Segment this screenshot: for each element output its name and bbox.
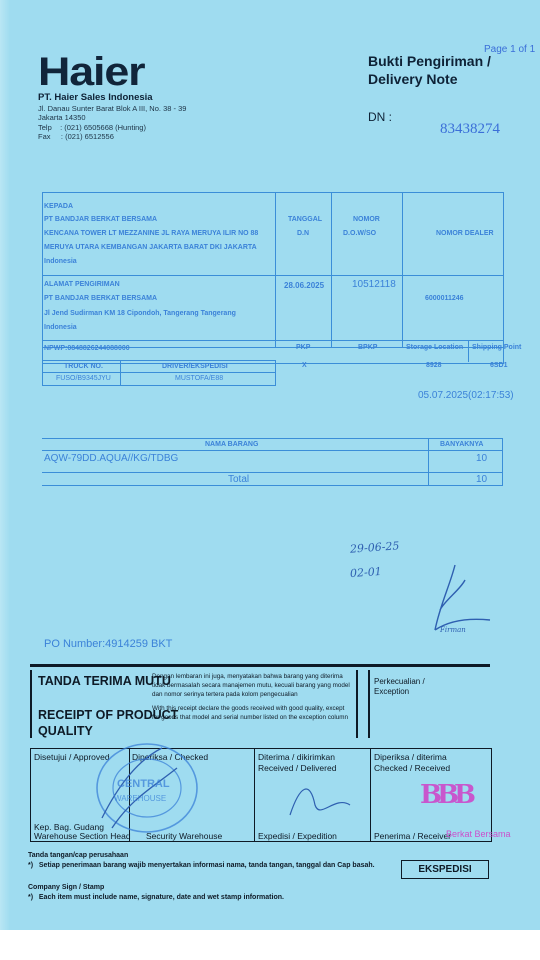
- dn-label: DN :: [368, 110, 392, 124]
- document-title-2: Delivery Note: [368, 71, 458, 87]
- recipient-name: PT BANDJAR BERKAT BERSAMA: [44, 216, 158, 223]
- so-number: 10512118: [352, 279, 396, 290]
- total-label: Total: [228, 474, 250, 485]
- expedition-label: Expedisi / Expedition: [258, 831, 337, 841]
- ship-country: Indonesia: [44, 324, 77, 331]
- page-bottom-margin: [0, 930, 540, 960]
- checked-label: Diperiksa / Checked: [132, 752, 209, 762]
- company-address-1: Jl. Danau Sunter Barat Blok A III, No. 38 - 39: [38, 104, 187, 113]
- receipt-title-en-2: QUALITY: [38, 724, 93, 738]
- receipt-text-id: Dengan lembaran ini juga, menyatakan bahwa barang yang diterima tidak bermasalah secara manajemen mutu, kecuali barang yang model dan nomor serinya tertera pada kolom pengecualian: [152, 673, 350, 698]
- dn-number: 83438274: [440, 121, 500, 137]
- recipient-address-2: MERUYA UTARA KEMBANGAN JAKARTA BARAT DKI JAKARTA: [44, 244, 257, 251]
- company-fax: Fax : (021) 6512556: [38, 132, 114, 141]
- nomor-value: D.O.W/SO: [343, 230, 377, 237]
- received-label-2: Checked / Received: [374, 763, 451, 773]
- kepada-label: KEPADA: [44, 203, 74, 210]
- npwp: NPWP:0848826244088000: [44, 345, 130, 352]
- copy-label-box: EKSPEDISI: [401, 860, 489, 879]
- delivered-label-2: Received / Delivered: [258, 763, 337, 773]
- receipt-top-rule: [30, 664, 490, 667]
- po-number: PO Number:4914259 BKT: [44, 638, 173, 650]
- document-title-1: Bukti Pengiriman /: [368, 53, 491, 69]
- stamp-word-1: CENTRAL: [117, 778, 170, 790]
- haier-logo: Haier: [38, 50, 145, 94]
- company-name: PT. Haier Sales Indonesia: [38, 92, 153, 103]
- receipt-title-id: TANDA TERIMA MUTU: [38, 674, 171, 688]
- recipient-address-1: KENCANA TOWER LT MEZZANINE JL RAYA MERUYA ILIR NO 88: [44, 230, 259, 237]
- page-indicator: Page 1 of 1: [484, 44, 536, 55]
- footer-note-1: Tanda tangan/cap perusahaan: [28, 852, 129, 859]
- ship-name: PT BANDJAR BERKAT BERSAMA: [44, 295, 158, 302]
- receiver-stamp-logo: BBB: [420, 780, 471, 810]
- driver-signature: [415, 560, 505, 650]
- truck-label: TRUCK NO.: [64, 363, 103, 370]
- shipping-label: Shipping Point: [472, 344, 522, 351]
- handwritten-date-2: 02-01: [349, 564, 383, 581]
- expedition-signature: [280, 775, 360, 825]
- approved-label: Disetujui / Approved: [34, 752, 110, 762]
- footer-note-3: Company Sign / Stamp: [28, 884, 105, 891]
- pkp-value: X: [302, 362, 307, 369]
- truck-value: FUSO/B9345JYU: [56, 375, 111, 382]
- company-phone: Telp : (021) 6505668 (Hunting): [38, 123, 146, 132]
- delivery-date: 28.06.2025: [284, 281, 325, 290]
- security-label: Security Warehouse: [146, 831, 223, 841]
- dealer-number: 6000011246: [425, 295, 464, 302]
- bpkp-label: BPKP: [358, 344, 378, 351]
- head-label-1: Kep. Bag. Gudang: [34, 822, 104, 832]
- stamp-word-2: WAREHOUSE: [114, 794, 167, 803]
- ship-label: ALAMAT PENGIRIMAN: [44, 281, 120, 288]
- print-timestamp: 05.07.2025(02:17:53): [418, 390, 514, 401]
- handwritten-date-1: 29-06-25: [349, 539, 400, 556]
- receipt-title-en: RECEIPT OF PRODUCT: [38, 708, 179, 722]
- item-row-qty: 10: [476, 453, 488, 464]
- signature-name: Firman: [440, 626, 466, 634]
- storage-value: 8928: [426, 362, 442, 369]
- receiver-stamp-text: Berkat Bersama: [446, 829, 511, 839]
- footer-note-2: *) Setiap penerimaan barang wajib menyertakan informasi nama, tanda tangan, tanggal dan Cap basah.: [28, 862, 375, 869]
- items-name-header: NAMA BARANG: [205, 441, 259, 448]
- ship-address: Jl Jend Sudirman KM 18 Cipondoh, Tangerang Tangerang: [44, 310, 236, 317]
- item-row-name: AQW-79DD.AQUA//KG/TDBG: [44, 453, 179, 464]
- company-address-2: Jakarta 14350: [38, 113, 86, 122]
- dealer-label: NOMOR DEALER: [436, 230, 494, 237]
- received-label-1: Diperiksa / diterima: [374, 752, 447, 762]
- delivered-label-1: Diterima / dikirimkan: [258, 752, 335, 762]
- items-qty-header: BANYAKNYA: [440, 441, 484, 448]
- exception-label: Perkecualian /: [374, 677, 425, 686]
- receiver-label: Penerima / Receiver: [374, 831, 452, 841]
- driver-value: MUSTOFA/E88: [175, 375, 224, 382]
- receipt-text-en: With this receipt declare the goods received with good quality, except for goods that model and serial number listed on the exception column: [152, 705, 349, 721]
- pkp-label: PKP: [296, 344, 311, 351]
- head-label-2: Warehouse Section Head: [34, 831, 131, 841]
- shipping-value: 6SD1: [490, 362, 508, 369]
- driver-label: DRIVER/EKSPEDISI: [162, 363, 228, 370]
- recipient-country: Indonesia: [44, 258, 77, 265]
- storage-label: Storage Location: [406, 344, 464, 351]
- footer-note-4: *) Each item must include name, signature, date and wet stamp information.: [28, 894, 284, 901]
- tanggal-value: D.N: [297, 230, 310, 237]
- exception-label-2: Exception: [374, 687, 410, 696]
- tanggal-label: TANGGAL: [288, 216, 323, 223]
- nomor-label: NOMOR: [353, 216, 380, 223]
- total-qty: 10: [476, 474, 488, 485]
